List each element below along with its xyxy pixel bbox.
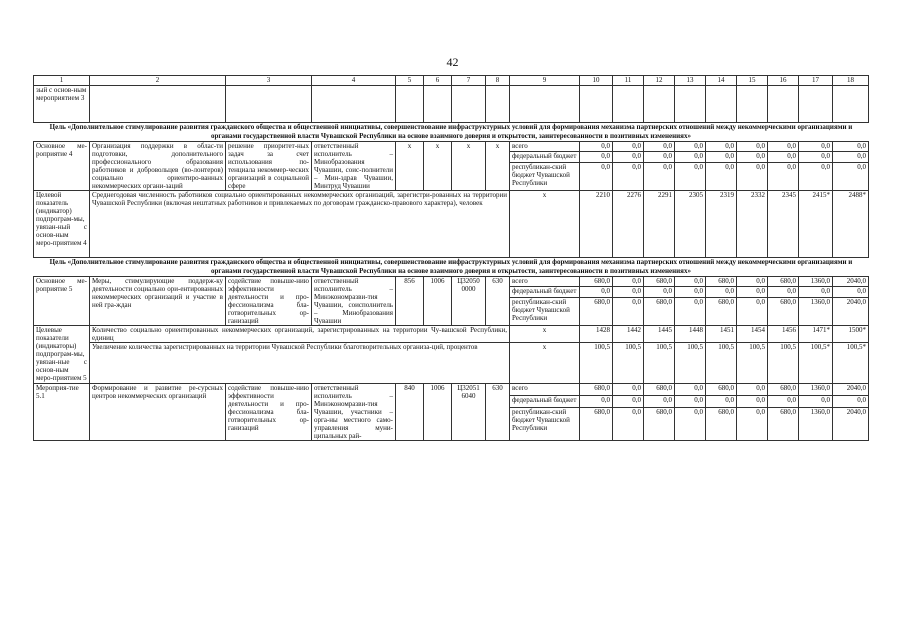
funding-value: 680,0 [706, 407, 737, 440]
goal-text: Цель «Дополнительное стимулирование развития гражданского общества и общественной инициативы, совершенствование инфраструктурных условий для формирования механизма партнерских отношений между некоммерческими организациями и органами государственной власти Чувашской Республики на основе взаимного доверия и открытости, заинтересованности в позитивных изменениях» [34, 123, 869, 142]
funding-value: 0,0 [768, 142, 799, 152]
indicator-value: 2319 [706, 191, 737, 258]
funding-value: 0,0 [799, 287, 833, 297]
funding-value: 2040,0 [833, 384, 869, 396]
indicator-source: x [510, 191, 580, 258]
budget-code: 1006 [424, 384, 452, 441]
funding-value: 0,0 [613, 162, 644, 191]
indicator-source: x [510, 343, 580, 384]
previous-block-fragment-row [34, 86, 869, 123]
funding-row [34, 384, 869, 396]
funding-value: 0,0 [675, 142, 706, 152]
funding-value: 0,0 [675, 152, 706, 162]
funding-value: 0,0 [737, 277, 768, 287]
page-number: 42 [446, 55, 459, 69]
funding-value: 2040,0 [833, 407, 869, 440]
budget-code: x [452, 142, 486, 191]
indicator-value: 1428 [580, 326, 613, 343]
funding-value: 0,0 [737, 384, 768, 396]
funding-value: 0,0 [833, 142, 869, 152]
column-number: 5 [396, 76, 424, 86]
funding-value: 680,0 [580, 277, 613, 287]
budget-code: Ц32051 6040 [452, 384, 486, 441]
column-number: 4 [312, 76, 396, 86]
indicator-value: 2305 [675, 191, 706, 258]
funding-source: федеральный бюджет [510, 287, 580, 297]
funding-value: 0,0 [613, 395, 644, 407]
funding-value: 1360,0 [799, 384, 833, 396]
funding-value: 0,0 [675, 395, 706, 407]
funding-value: 0,0 [644, 162, 675, 191]
funding-value: 1360,0 [799, 297, 833, 326]
funding-value: 0,0 [799, 142, 833, 152]
funding-value: 0,0 [613, 297, 644, 326]
funding-value: 0,0 [833, 162, 869, 191]
funding-value: 680,0 [580, 384, 613, 396]
indicator-text: Количество социально ориентированных некоммерческих организаций, зарегистрированных на территории Чу-вашской Республики, единиц [90, 326, 510, 343]
budget-code: 840 [396, 384, 424, 441]
indicator-value: 100,5 [644, 343, 675, 384]
goal-text: Цель «Дополнительное стимулирование развития гражданского общества и общественной инициативы, совершенствование инфраструктурных условий для формирования механизма партнерских отношений между некоммерческими организациями и органами государственной власти Чувашской Республики на основе взаимного доверия и открытости, заинтересованности в позитивных изменениях» [34, 258, 869, 277]
indicator-value: 1471* [799, 326, 833, 343]
column-number: 7 [452, 76, 486, 86]
funding-value: 680,0 [768, 407, 799, 440]
indicator-value: 100,5* [833, 343, 869, 384]
indicator-value: 1448 [675, 326, 706, 343]
funding-value: 0,0 [737, 287, 768, 297]
indicator-value: 2332 [737, 191, 768, 258]
indicator-value: 2291 [644, 191, 675, 258]
funding-value: 680,0 [768, 297, 799, 326]
indicator-value: 100,5 [706, 343, 737, 384]
budget-code: 630 [486, 384, 510, 441]
funding-value: 0,0 [833, 152, 869, 162]
funding-value: 680,0 [768, 277, 799, 287]
funding-value: 0,0 [799, 395, 833, 407]
measure-task: содействие повыше-нию эффективности деятельности и про-фессионализма бла-готворительных ор-ганизаций [226, 277, 312, 326]
funding-source: республикан-ский бюджет Чувашской Республики [510, 407, 580, 440]
funding-value: 0,0 [613, 142, 644, 152]
funding-value: 0,0 [737, 152, 768, 162]
funding-value: 0,0 [706, 162, 737, 191]
funding-value: 0,0 [675, 162, 706, 191]
funding-source: федеральный бюджет [510, 395, 580, 407]
previous-block-indicator-label: зый с основ-ным мероприятием 3 [34, 86, 90, 123]
funding-value: 0,0 [706, 395, 737, 407]
indicator-value: 2210 [580, 191, 613, 258]
funding-value: 0,0 [675, 297, 706, 326]
funding-source: всего [510, 142, 580, 152]
funding-value: 0,0 [706, 152, 737, 162]
indicator-label: Целевой показатель (индикатор) подпрограм-мы, увязан-ный с основ-ным меро-приятием 4 [34, 191, 90, 258]
funding-value: 0,0 [768, 395, 799, 407]
funding-value: 0,0 [613, 384, 644, 396]
indicator-value: 2415* [799, 191, 833, 258]
column-number: 1 [34, 76, 90, 86]
column-number: 17 [799, 76, 833, 86]
funding-value: 0,0 [799, 152, 833, 162]
funding-value: 0,0 [768, 287, 799, 297]
funding-value: 0,0 [737, 407, 768, 440]
indicator-value: 1500* [833, 326, 869, 343]
indicator-value: 2276 [613, 191, 644, 258]
funding-value: 680,0 [706, 277, 737, 287]
column-number: 10 [580, 76, 613, 86]
measure-name: Основное ме-роприятие 5 [34, 277, 90, 326]
funding-value: 0,0 [675, 384, 706, 396]
indicator-value: 1442 [613, 326, 644, 343]
funding-value: 0,0 [580, 152, 613, 162]
funding-value: 1360,0 [799, 407, 833, 440]
measure-name: Мероприя-тие 5.1 [34, 384, 90, 441]
indicator-value: 100,5* [799, 343, 833, 384]
column-number: 3 [226, 76, 312, 86]
funding-value: 680,0 [644, 407, 675, 440]
column-numbers-row [34, 76, 869, 86]
funding-source: федеральный бюджет [510, 152, 580, 162]
funding-value: 0,0 [799, 162, 833, 191]
funding-value: 0,0 [644, 395, 675, 407]
indicator-text: Среднегодовая численность работников социально ориентированных некоммерческих организаций, зарегистри-рованных на территории Чувашской Республики (включая нештатных работников и привлекаемых по договорам гражданско-правового характера), человек [90, 191, 510, 258]
goal-row [34, 123, 869, 142]
column-number: 15 [737, 76, 768, 86]
funding-value: 0,0 [613, 152, 644, 162]
budget-code: x [424, 142, 452, 191]
indicator-value: 1454 [737, 326, 768, 343]
funding-value: 0,0 [833, 287, 869, 297]
funding-value: 680,0 [580, 407, 613, 440]
funding-value: 2040,0 [833, 297, 869, 326]
funding-value: 1360,0 [799, 277, 833, 287]
indicator-source: x [510, 326, 580, 343]
measure-task: решение приоритет-ных задач за счет использования по-тенциала некоммер-ческих организаций в социальной сфере [226, 142, 312, 191]
indicator-value: 1445 [644, 326, 675, 343]
funding-value: 680,0 [706, 384, 737, 396]
budget-code: Ц32050 0000 [452, 277, 486, 326]
column-number: 2 [90, 76, 226, 86]
funding-value: 680,0 [644, 277, 675, 287]
column-number: 14 [706, 76, 737, 86]
funding-value: 0,0 [580, 162, 613, 191]
budget-table [33, 75, 869, 441]
measure-responsible: ответственный исполнитель – Минобразования Чувашии, соис-полнители – Мин-здрав Чувашии, Минтруд Чувашии [312, 142, 396, 191]
measure-description: Формирование и развитие ре-сурсных центров некоммерческих организаций [90, 384, 226, 441]
funding-value: 0,0 [675, 287, 706, 297]
indicator-value: 100,5 [675, 343, 706, 384]
funding-value: 0,0 [737, 395, 768, 407]
funding-value: 0,0 [737, 162, 768, 191]
column-number: 13 [675, 76, 706, 86]
funding-value: 680,0 [768, 384, 799, 396]
funding-value: 680,0 [706, 297, 737, 326]
indicator-value: 100,5 [613, 343, 644, 384]
funding-source: республикан-ский бюджет Чувашской Республики [510, 297, 580, 326]
funding-value: 0,0 [644, 152, 675, 162]
funding-value: 0,0 [833, 395, 869, 407]
column-number: 12 [644, 76, 675, 86]
budget-code: x [396, 142, 424, 191]
indicator-value: 100,5 [768, 343, 799, 384]
funding-value: 0,0 [613, 277, 644, 287]
funding-row [34, 277, 869, 287]
indicator-text: Увеличение количества зарегистрированных на территории Чувашской Республики благотворительных организа-ций, процентов [90, 343, 510, 384]
funding-value: 0,0 [768, 152, 799, 162]
funding-value: 0,0 [580, 142, 613, 152]
funding-value: 0,0 [768, 162, 799, 191]
indicator-value: 100,5 [580, 343, 613, 384]
funding-value: 0,0 [644, 142, 675, 152]
column-number: 11 [613, 76, 644, 86]
funding-value: 0,0 [737, 142, 768, 152]
indicator-value: 2345 [768, 191, 799, 258]
indicator-row [34, 326, 869, 343]
column-number: 6 [424, 76, 452, 86]
budget-code: 856 [396, 277, 424, 326]
measure-responsible: ответственный исполнитель – Минэкономразви-тия Чувашии, соисполнитель – Минобразования Чувашии [312, 277, 396, 326]
column-number: 16 [768, 76, 799, 86]
goal-row [34, 258, 869, 277]
measure-description: Организация поддержки в облас-ти подготовки, дополнительного профессионального образования работников и добровольцев (во-лонтеров) социально ориентиро-ванных некоммерческих органи-заций [90, 142, 226, 191]
column-number: 18 [833, 76, 869, 86]
indicator-label: Целевые показатели (индикаторы) подпрограм-мы, увязан-ные с основ-ным меро-приятием 5 [34, 326, 90, 384]
indicator-value: 100,5 [737, 343, 768, 384]
indicator-row [34, 343, 869, 384]
funding-source: всего [510, 384, 580, 396]
indicator-value: 1456 [768, 326, 799, 343]
funding-value: 0,0 [613, 407, 644, 440]
funding-value: 0,0 [706, 142, 737, 152]
measure-responsible: ответственный исполнитель – Минэкономразви-тия Чувашии, участники – орга-ны местного само-управления муни-ципальных рай- [312, 384, 396, 441]
budget-code: 630 [486, 277, 510, 326]
indicator-value: 1451 [706, 326, 737, 343]
indicator-value: 2488* [833, 191, 869, 258]
funding-source: всего [510, 277, 580, 287]
measure-description: Меры, стимулирующие поддерж-ку деятельности социально ори-ентированных некоммерческих организаций и участие в ней гра-ждан [90, 277, 226, 326]
column-number: 8 [486, 76, 510, 86]
measure-task: содействие повыше-нию эффективности деятельности и про-фессионализма бла-готворительных ор-ганизаций [226, 384, 312, 441]
funding-value: 680,0 [644, 384, 675, 396]
funding-row [34, 142, 869, 152]
funding-value: 2040,0 [833, 277, 869, 287]
funding-value: 0,0 [644, 287, 675, 297]
funding-value: 0,0 [613, 287, 644, 297]
funding-value: 0,0 [706, 287, 737, 297]
funding-value: 0,0 [580, 287, 613, 297]
budget-code: 1006 [424, 277, 452, 326]
indicator-row [34, 191, 869, 258]
budget-code: x [486, 142, 510, 191]
column-number: 9 [510, 76, 580, 86]
funding-value: 0,0 [580, 395, 613, 407]
funding-value: 0,0 [675, 277, 706, 287]
funding-source: республикан-ский бюджет Чувашской Республики [510, 162, 580, 191]
funding-value: 0,0 [675, 407, 706, 440]
funding-value: 680,0 [644, 297, 675, 326]
measure-name: Основное ме-роприятие 4 [34, 142, 90, 191]
funding-value: 0,0 [737, 297, 768, 326]
funding-value: 680,0 [580, 297, 613, 326]
